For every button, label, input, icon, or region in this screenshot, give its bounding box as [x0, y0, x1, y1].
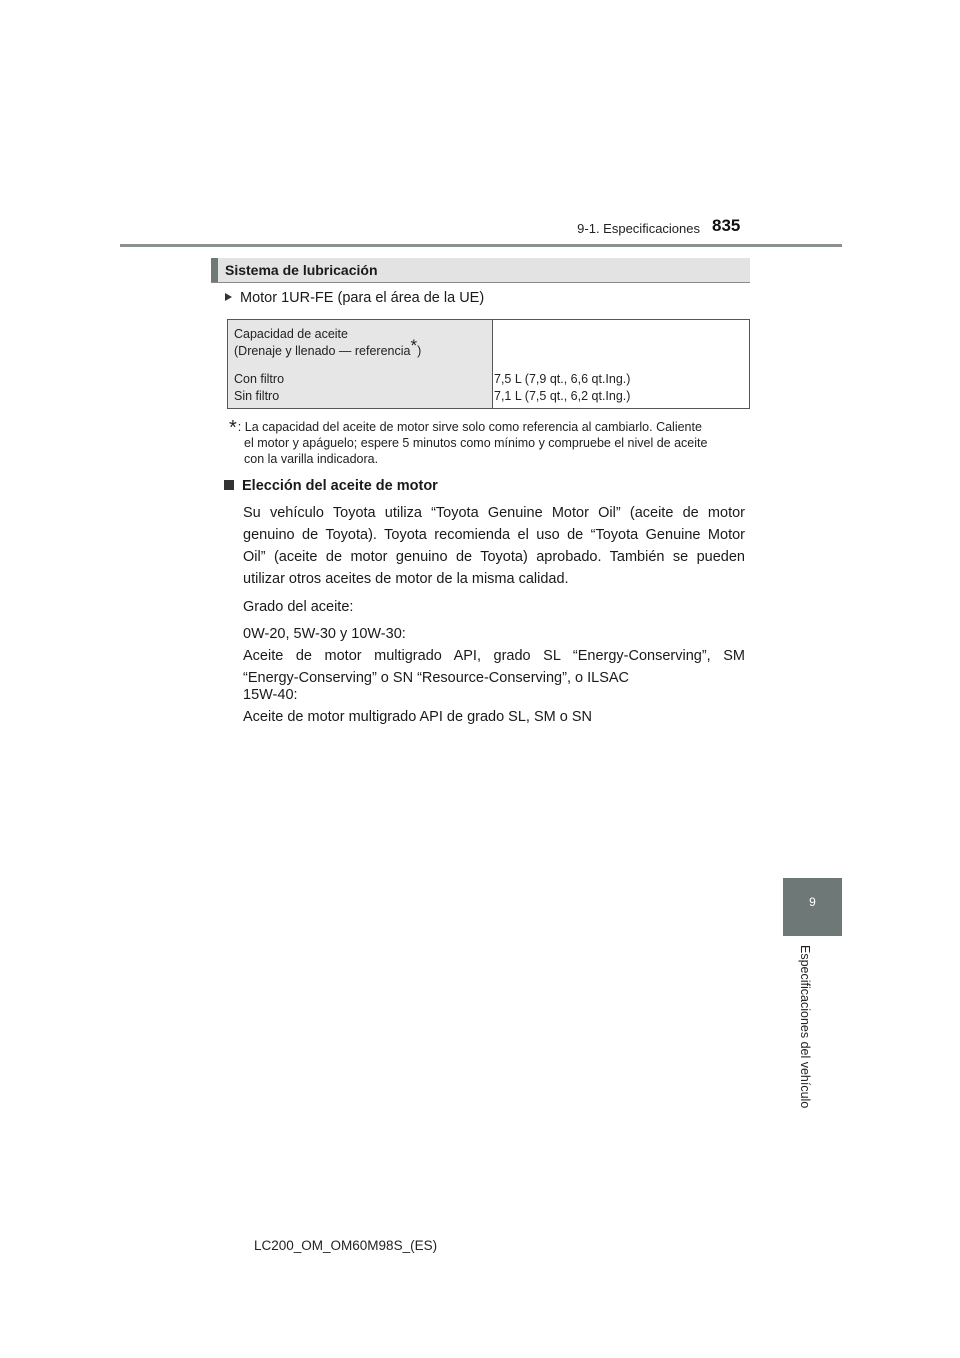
- grade1-title: 0W-20, 5W-30 y 10W-30:: [243, 626, 406, 642]
- engine-bullet: [225, 290, 484, 306]
- square-bullet-icon: [224, 480, 234, 490]
- oil-paragraph: [243, 502, 745, 590]
- paragraph-line: Su vehículo Toyota utiliza “Toyota Genuine Motor Oil” (aceite de motor: [243, 505, 745, 521]
- table-label-line2-text: (Drenaje y llenado — referencia: [234, 344, 411, 358]
- table-label-line2: [234, 336, 422, 359]
- grade2-line: Aceite de motor multigrado API de grado SL, SM o SN: [243, 709, 592, 725]
- table-value-with-filter: 7,5 L (7,9 qt., 6,6 qt.Ing.): [494, 372, 631, 386]
- header-rule: [120, 244, 842, 247]
- subsection-heading: [224, 478, 438, 494]
- header-section-title: 9-1. Especificaciones: [577, 221, 700, 236]
- table-label-line1: Capacidad de aceite: [234, 327, 348, 341]
- section-bar-accent: [211, 258, 218, 282]
- grade1-line: Aceite de motor multigrado API, grado SL “Energy-Conserving”, SM: [243, 648, 745, 664]
- grade-label: Grado del aceite:: [243, 599, 354, 615]
- footnote: [229, 417, 749, 467]
- table-asterisk: *: [410, 336, 418, 355]
- table-label-line2-close: ): [417, 344, 422, 358]
- table-row-label-with-filter: Con filtro: [234, 372, 285, 386]
- oil-capacity-table: [227, 319, 750, 409]
- chapter-tab-number: 9: [809, 895, 816, 909]
- table-row-label-without-filter: Sin filtro: [234, 389, 280, 403]
- subsection-title: Elección del aceite de motor: [242, 478, 438, 494]
- section-heading-bar: [211, 258, 750, 283]
- footnote-asterisk: *: [229, 417, 237, 439]
- footnote-line3: con la varilla indicadora.: [244, 452, 379, 466]
- chapter-side-label-text: Especificaciones del vehículo: [798, 945, 812, 1109]
- triangle-bullet-icon: [225, 293, 232, 301]
- table-value-without-filter: 7,1 L (7,5 qt., 6,2 qt.Ing.): [494, 389, 631, 403]
- footnote-line1-text: : La capacidad del aceite de motor sirve solo como referencia al cambiarlo. Caliente: [237, 420, 702, 434]
- paragraph-line: genuino de Toyota). Toyota recomienda el uso de “Toyota Genuine Motor: [243, 527, 745, 543]
- chapter-tab: [783, 878, 842, 936]
- footer-document-code: LC200_OM_OM60M98S_(ES): [254, 1238, 438, 1253]
- grade-group-1: [243, 623, 745, 689]
- footnote-line1: [229, 417, 749, 439]
- page-number: 835: [712, 216, 741, 235]
- engine-bullet-text: Motor 1UR-FE (para el área de la UE): [240, 290, 485, 306]
- paragraph-line: Oil” (aceite de motor genuino de Toyota) aprobado. También se pueden: [243, 549, 745, 565]
- grade2-title: 15W-40:: [243, 687, 298, 703]
- grade-group-2: [243, 684, 745, 728]
- paragraph-line: utilizar otros aceites de motor de la misma calidad.: [243, 571, 569, 587]
- grade1-line: “Energy-Conserving” o SN “Resource-Conserving”, o ILSAC: [243, 670, 630, 686]
- section-title: Sistema de lubricación: [225, 262, 378, 278]
- chapter-side-label: [798, 945, 816, 1115]
- footnote-line2: el motor y apáguelo; espere 5 minutos como mínimo y compruebe el nivel de aceite: [244, 436, 708, 450]
